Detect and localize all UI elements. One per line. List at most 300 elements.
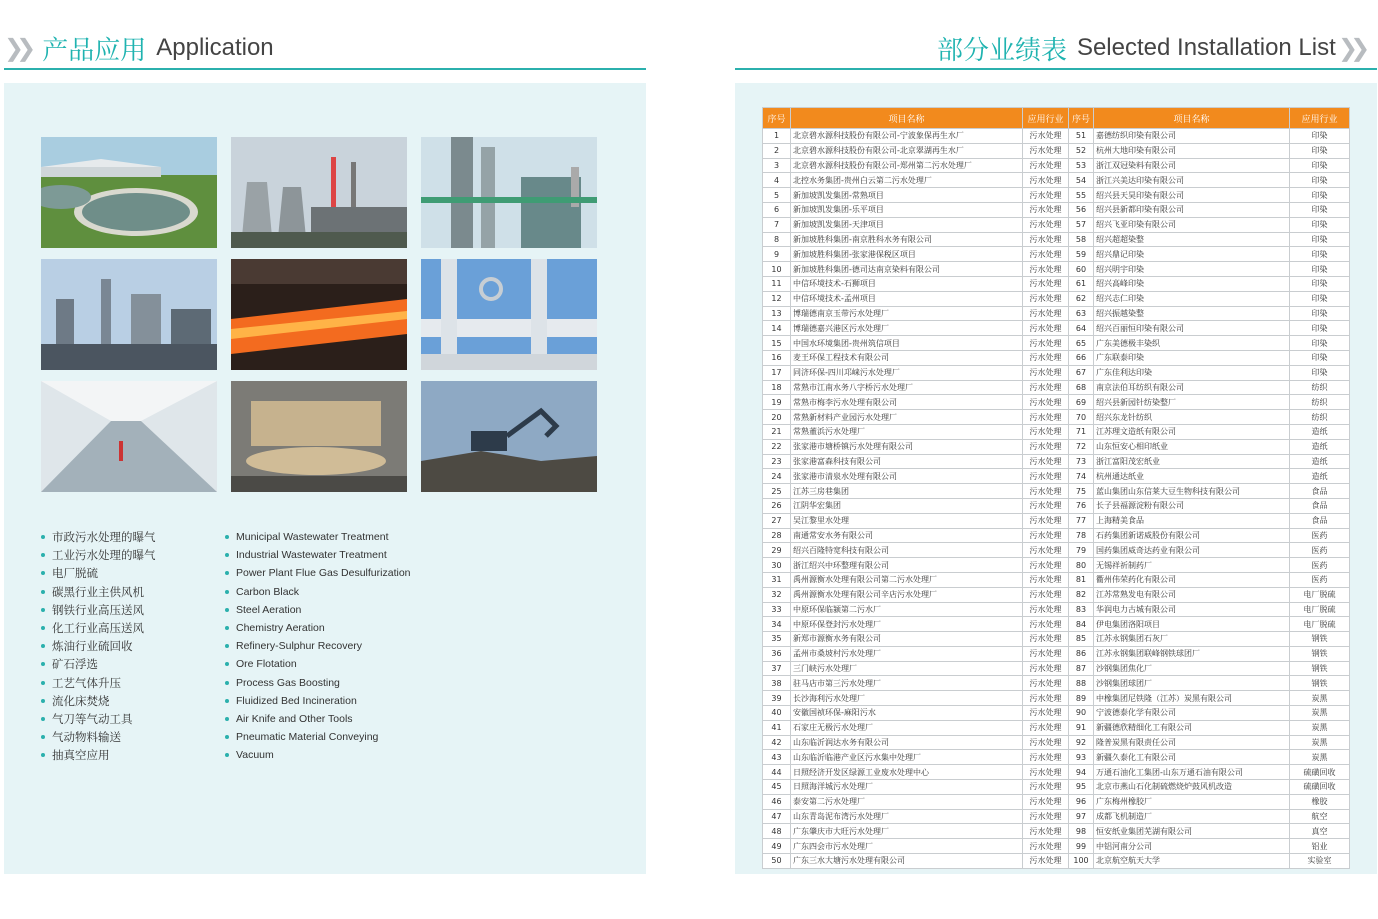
table-cell: 炭黑 (1290, 720, 1350, 735)
table-cell: 57 (1069, 217, 1094, 232)
table-cell: 石药集团新诺威股份有限公司 (1094, 528, 1290, 543)
table-cell: 污水处理 (1023, 217, 1069, 232)
table-cell: 印染 (1290, 350, 1350, 365)
table-row (763, 484, 1350, 499)
table-cell: 印染 (1290, 173, 1350, 188)
table-row (763, 602, 1350, 617)
table-cell: 沙钢集团球团厂 (1094, 676, 1290, 691)
table-cell: 南通常安水务有限公司 (791, 528, 1023, 543)
table-cell: 24 (763, 469, 791, 484)
table-cell: 纺织 (1290, 380, 1350, 395)
table-cell: 广东佳利达印染 (1094, 365, 1290, 380)
table-cell: 钢铁 (1290, 646, 1350, 661)
table-row (763, 720, 1350, 735)
table-cell: 医药 (1290, 528, 1350, 543)
table-cell: 污水处理 (1023, 498, 1069, 513)
table-cell: 33 (763, 602, 791, 617)
table-cell: 绍兴县新都印染有限公司 (1094, 202, 1290, 217)
table-cell: 江苏常熟发电有限公司 (1094, 587, 1290, 602)
right-divider (735, 68, 1377, 70)
table-cell: 印染 (1290, 129, 1350, 144)
table-cell: 38 (763, 676, 791, 691)
table-cell: 98 (1069, 824, 1094, 839)
table-cell: 广东三水大塘污水处理有限公司 (791, 854, 1023, 869)
table-cell: 上海精美食品 (1094, 513, 1290, 528)
table-row (763, 809, 1350, 824)
table-cell: 1 (763, 129, 791, 144)
table-cell: 污水处理 (1023, 380, 1069, 395)
right-header (937, 28, 1370, 68)
table-cell: 污水处理 (1023, 232, 1069, 247)
table-cell: 绍兴志仁印染 (1094, 291, 1290, 306)
table-cell: 驻马店市第三污水处理厂 (791, 676, 1023, 691)
table-cell: 55 (1069, 188, 1094, 203)
list-item: 钢铁行业高压送风 (41, 601, 156, 619)
table-cell: 医药 (1290, 558, 1350, 573)
table-row (763, 262, 1350, 277)
table-cell: 食品 (1290, 484, 1350, 499)
installation-title-en: Selected Installation List (1076, 34, 1336, 61)
table-cell: 实验室 (1290, 854, 1350, 869)
table-cell: 食品 (1290, 498, 1350, 513)
table-body (763, 129, 1350, 869)
table-cell: 隆普炭黑有限责任公司 (1094, 735, 1290, 750)
table-cell: 21 (763, 424, 791, 439)
list-item: Industrial Wastewater Treatment (225, 546, 411, 564)
table-row (763, 424, 1350, 439)
table-row (763, 498, 1350, 513)
list-item: Air Knife and Other Tools (225, 710, 411, 728)
wastewater-plant-photo (41, 137, 217, 248)
table-cell: 12 (763, 291, 791, 306)
table-cell: 污水处理 (1023, 321, 1069, 336)
table-cell: 绍兴明宇印染 (1094, 262, 1290, 277)
list-item: Carbon Black (225, 583, 411, 601)
table-cell: 江阴华宏集团 (791, 498, 1023, 513)
table-cell: 污水处理 (1023, 750, 1069, 765)
table-cell: 100 (1069, 854, 1094, 869)
table-cell: 广东四会市污水处理厂 (791, 839, 1023, 854)
table-cell: 99 (1069, 839, 1094, 854)
table-cell: 南京法伯耳纺织有限公司 (1094, 380, 1290, 395)
table-row (763, 676, 1350, 691)
table-row (763, 735, 1350, 750)
table-cell: 90 (1069, 706, 1094, 721)
table-cell: 污水处理 (1023, 735, 1069, 750)
left-header (4, 28, 274, 68)
table-cell: 造纸 (1290, 424, 1350, 439)
table-cell: 污水处理 (1023, 691, 1069, 706)
table-cell: 印染 (1290, 247, 1350, 262)
table-cell: 钢铁 (1290, 676, 1350, 691)
table-cell: 浙江双冠染料有限公司 (1094, 158, 1290, 173)
table-cell: 污水处理 (1023, 365, 1069, 380)
table-cell: 炭黑 (1290, 691, 1350, 706)
table-cell: 绍兴振越染整 (1094, 306, 1290, 321)
table-cell: 印染 (1290, 202, 1350, 217)
table-cell: 污水处理 (1023, 410, 1069, 425)
table-cell: 华润电力古城有限公司 (1094, 602, 1290, 617)
table-cell: 22 (763, 439, 791, 454)
table-cell: 污水处理 (1023, 794, 1069, 809)
table-cell: 34 (763, 617, 791, 632)
table-cell: 中信环境技术-石狮项目 (791, 276, 1023, 291)
table-cell: 博瑞德嘉兴港区污水处理厂 (791, 321, 1023, 336)
table-cell: 污水处理 (1023, 558, 1069, 573)
table-cell: 4 (763, 173, 791, 188)
table-cell: 泰安第二污水处理厂 (791, 794, 1023, 809)
table-cell: 安徽国祯环保-麻阳污水 (791, 706, 1023, 721)
double-chevron-icon: ❯❯ (4, 34, 29, 62)
chemical-pipes-photo (421, 259, 597, 370)
table-cell: 75 (1069, 484, 1094, 499)
table-cell: 中国水环境集团-贵州筑信项目 (791, 336, 1023, 351)
table-row (763, 794, 1350, 809)
table-cell: 印染 (1290, 188, 1350, 203)
table-cell: 污水处理 (1023, 306, 1069, 321)
table-cell: 30 (763, 558, 791, 573)
table-cell: 江苏永钢集团联峰钢铁球团厂 (1094, 646, 1290, 661)
table-row (763, 854, 1350, 869)
table-cell: 新加坡胜科集团-南京胜科水务有限公司 (791, 232, 1023, 247)
table-cell: 53 (1069, 158, 1094, 173)
table-cell: 造纸 (1290, 454, 1350, 469)
table-cell: 绍兴超超染整 (1094, 232, 1290, 247)
table-cell: 硫磺回收 (1290, 765, 1350, 780)
table-cell: 8 (763, 232, 791, 247)
list-item: 流化床焚烧 (41, 692, 156, 710)
table-cell: 浙江绍兴中环整理有限公司 (791, 558, 1023, 573)
list-item: Pneumatic Material Conveying (225, 728, 411, 746)
table-row (763, 350, 1350, 365)
table-cell: 北京航空航天大学 (1094, 854, 1290, 869)
list-item: 电厂脱硫 (41, 564, 156, 582)
table-row (763, 469, 1350, 484)
steel-rolling-photo (231, 259, 407, 370)
table-cell: 27 (763, 513, 791, 528)
textile-factory-photo (41, 381, 217, 492)
table-cell: 印染 (1290, 276, 1350, 291)
table-cell: 污水处理 (1023, 247, 1069, 262)
table-cell: 39 (763, 691, 791, 706)
list-item: Fluidized Bed Incineration (225, 692, 411, 710)
table-cell: 炭黑 (1290, 750, 1350, 765)
table-row (763, 513, 1350, 528)
list-item: 工艺气体升压 (41, 674, 156, 692)
table-cell: 15 (763, 336, 791, 351)
table-cell: 42 (763, 735, 791, 750)
table-cell: 印染 (1290, 143, 1350, 158)
list-item: 气动物料输送 (41, 728, 156, 746)
table-cell: 5 (763, 188, 791, 203)
table-cell: 83 (1069, 602, 1094, 617)
table-cell: 绍兴飞亚印染有限公司 (1094, 217, 1290, 232)
table-cell: 79 (1069, 543, 1094, 558)
table-cell: 真空 (1290, 824, 1350, 839)
table-cell: 7 (763, 217, 791, 232)
table-cell: 钢铁 (1290, 661, 1350, 676)
table-cell: 印染 (1290, 217, 1350, 232)
table-cell: 航空 (1290, 809, 1350, 824)
table-cell: 73 (1069, 454, 1094, 469)
paper-machine-photo (231, 381, 407, 492)
table-cell: 江苏理文造纸有限公司 (1094, 424, 1290, 439)
table-cell: 污水处理 (1023, 809, 1069, 824)
header-cell: 序号 (1069, 108, 1094, 129)
table-row (763, 661, 1350, 676)
industrial-pipes-photo (421, 137, 597, 248)
table-cell: 污水处理 (1023, 262, 1069, 277)
table-cell: 中原环保登封污水处理厂 (791, 617, 1023, 632)
table-cell: 76 (1069, 498, 1094, 513)
table-cell: 污水处理 (1023, 202, 1069, 217)
table-row (763, 158, 1350, 173)
table-cell: 污水处理 (1023, 188, 1069, 203)
application-list-zh (41, 528, 156, 764)
list-item: Refinery-Sulphur Recovery (225, 637, 411, 655)
table-cell: 污水处理 (1023, 350, 1069, 365)
table-cell: 69 (1069, 395, 1094, 410)
table-cell: 污水处理 (1023, 720, 1069, 735)
table-cell: 污水处理 (1023, 854, 1069, 869)
table-cell: 66 (1069, 350, 1094, 365)
table-cell: 污水处理 (1023, 439, 1069, 454)
table-cell: 新加坡胜科集团-德司达南京染料有限公司 (791, 262, 1023, 277)
table-cell: 41 (763, 720, 791, 735)
table-cell: 16 (763, 350, 791, 365)
table-cell: 9 (763, 247, 791, 262)
table-cell: 31 (763, 572, 791, 587)
table-cell: 18 (763, 380, 791, 395)
table-cell: 70 (1069, 410, 1094, 425)
table-cell: 中铝河南分公司 (1094, 839, 1290, 854)
list-item: Municipal Wastewater Treatment (225, 528, 411, 546)
table-cell: 张家港市塘桥镇污水处理有限公司 (791, 439, 1023, 454)
table-row (763, 365, 1350, 380)
table-cell: 常熟市梅李污水处理有限公司 (791, 395, 1023, 410)
table-cell: 常熟市江南水务八字桥污水处理厂 (791, 380, 1023, 395)
table-cell: 造纸 (1290, 439, 1350, 454)
table-row (763, 824, 1350, 839)
table-cell: 印染 (1290, 232, 1350, 247)
table-cell: 印染 (1290, 158, 1350, 173)
table-row (763, 632, 1350, 647)
table-cell: 19 (763, 395, 791, 410)
table-cell: 长沙海利污水处理厂 (791, 691, 1023, 706)
table-cell: 医药 (1290, 543, 1350, 558)
table-row (763, 572, 1350, 587)
table-cell: 成都飞机制造厂 (1094, 809, 1290, 824)
header-cell: 项目名称 (1094, 108, 1290, 129)
list-item: 碳黑行业主供风机 (41, 583, 156, 601)
list-item: Process Gas Boosting (225, 674, 411, 692)
table-header-row (763, 108, 1350, 129)
table-cell: 污水处理 (1023, 572, 1069, 587)
table-cell: 国药集团威奇达药业有限公司 (1094, 543, 1290, 558)
table-cell: 新疆德欣精细化工有限公司 (1094, 720, 1290, 735)
table-cell: 36 (763, 646, 791, 661)
table-cell: 污水处理 (1023, 602, 1069, 617)
table-cell: 47 (763, 809, 791, 824)
table-cell: 54 (1069, 173, 1094, 188)
table-cell: 28 (763, 528, 791, 543)
table-cell: 污水处理 (1023, 513, 1069, 528)
table-cell: 孟州市桑坡村污水处理厂 (791, 646, 1023, 661)
table-cell: 污水处理 (1023, 780, 1069, 795)
table-cell: 印染 (1290, 291, 1350, 306)
table-cell: 污水处理 (1023, 143, 1069, 158)
table-row (763, 528, 1350, 543)
list-item: Vacuum (225, 746, 411, 764)
table-cell: 污水处理 (1023, 587, 1069, 602)
table-row (763, 617, 1350, 632)
header-cell: 应用行业 (1290, 108, 1350, 129)
table-cell: 造纸 (1290, 469, 1350, 484)
refinery-photo (41, 259, 217, 370)
table-cell: 医药 (1290, 572, 1350, 587)
table-cell: 广东美德极丰染织 (1094, 336, 1290, 351)
table-cell: 94 (1069, 765, 1094, 780)
table-cell: 绍兴县新园针纺染整厂 (1094, 395, 1290, 410)
table-cell: 污水处理 (1023, 469, 1069, 484)
table-cell: 65 (1069, 336, 1094, 351)
table-cell: 51 (1069, 129, 1094, 144)
table-row (763, 276, 1350, 291)
table-cell: 新加坡凯发集团-乐平项目 (791, 202, 1023, 217)
table-cell: 43 (763, 750, 791, 765)
table-cell: 63 (1069, 306, 1094, 321)
table-cell: 印染 (1290, 321, 1350, 336)
table-cell: 13 (763, 306, 791, 321)
table-cell: 新疆久泰化工有限公司 (1094, 750, 1290, 765)
table-cell: 污水处理 (1023, 765, 1069, 780)
table-row (763, 129, 1350, 144)
table-cell: 中原环保临颍第二污水厂 (791, 602, 1023, 617)
table-cell: 11 (763, 276, 791, 291)
table-cell: 山东临沂润达水务有限公司 (791, 735, 1023, 750)
table-cell: 北京碧水源科技股份有限公司-宁波象保再生水厂 (791, 129, 1023, 144)
table-row (763, 380, 1350, 395)
table-cell: 52 (1069, 143, 1094, 158)
table-row (763, 750, 1350, 765)
table-cell: 新加坡胜科集团-张家港保税区项目 (791, 247, 1023, 262)
table-cell: 污水处理 (1023, 706, 1069, 721)
table-row (763, 706, 1350, 721)
table-cell: 橡胶 (1290, 794, 1350, 809)
table-cell: 绍兴鼎记印染 (1094, 247, 1290, 262)
table-cell: 68 (1069, 380, 1094, 395)
table-cell: 电厂脱硫 (1290, 617, 1350, 632)
table-cell: 铝业 (1290, 839, 1350, 854)
table-row (763, 306, 1350, 321)
table-cell: 伊电集团洛阳项目 (1094, 617, 1290, 632)
table-cell: 40 (763, 706, 791, 721)
table-cell: 71 (1069, 424, 1094, 439)
table-cell: 绍兴东龙针纺织 (1094, 410, 1290, 425)
table-cell: 污水处理 (1023, 336, 1069, 351)
installation-table (762, 107, 1350, 869)
table-cell: 3 (763, 158, 791, 173)
table-row (763, 321, 1350, 336)
table-cell: 74 (1069, 469, 1094, 484)
table-cell: 浙江富阳茂宏纸业 (1094, 454, 1290, 469)
table-cell: 89 (1069, 691, 1094, 706)
table-cell: 46 (763, 794, 791, 809)
table-cell: 污水处理 (1023, 158, 1069, 173)
table-cell: 87 (1069, 661, 1094, 676)
table-row (763, 202, 1350, 217)
table-cell: 炭黑 (1290, 735, 1350, 750)
table-cell: 山东青岛泥布湾污水处理厂 (791, 809, 1023, 824)
table-cell: 江苏三房巷集团 (791, 484, 1023, 499)
table-cell: 81 (1069, 572, 1094, 587)
table-cell: 32 (763, 587, 791, 602)
table-cell: 59 (1069, 247, 1094, 262)
table-cell: 广东联泰印染 (1094, 350, 1290, 365)
power-plant-photo (231, 137, 407, 248)
table-cell: 印染 (1290, 365, 1350, 380)
table-cell: 93 (1069, 750, 1094, 765)
header-cell: 序号 (763, 108, 791, 129)
table-cell: 污水处理 (1023, 454, 1069, 469)
table-cell: 10 (763, 262, 791, 277)
table-row (763, 587, 1350, 602)
list-item: Ore Flotation (225, 655, 411, 673)
table-cell: 印染 (1290, 306, 1350, 321)
table-cell: 禹州源衡水处理有限公司第二污水处理厂 (791, 572, 1023, 587)
header-cell: 项目名称 (791, 108, 1023, 129)
table-row (763, 291, 1350, 306)
table-cell: 纺织 (1290, 395, 1350, 410)
table-row (763, 217, 1350, 232)
table-row (763, 188, 1350, 203)
table-cell: 85 (1069, 632, 1094, 647)
table-row (763, 543, 1350, 558)
list-item: 市政污水处理的曝气 (41, 528, 156, 546)
table-cell: 炭黑 (1290, 706, 1350, 721)
table-cell: 58 (1069, 232, 1094, 247)
table-cell: 污水处理 (1023, 395, 1069, 410)
table-cell: 61 (1069, 276, 1094, 291)
table-cell: 北控水务集团-贵州白云第二污水处理厂 (791, 173, 1023, 188)
table-row (763, 558, 1350, 573)
table-cell: 50 (763, 854, 791, 869)
table-cell: 北京市燕山石化制硫燃烧炉鼓风机改造 (1094, 780, 1290, 795)
table-cell: 20 (763, 410, 791, 425)
table-cell: 蓝山集团山东信莱大豆生物科技有限公司 (1094, 484, 1290, 499)
table-cell: 78 (1069, 528, 1094, 543)
table-cell: 污水处理 (1023, 528, 1069, 543)
table-cell: 宁波德泰化学有限公司 (1094, 706, 1290, 721)
table-cell: 绍兴百丽恒印染有限公司 (1094, 321, 1290, 336)
table-cell: 嘉德纺织印染有限公司 (1094, 129, 1290, 144)
table-cell: 23 (763, 454, 791, 469)
table-cell: 91 (1069, 720, 1094, 735)
table-cell: 29 (763, 543, 791, 558)
table-cell: 污水处理 (1023, 424, 1069, 439)
table-row (763, 395, 1350, 410)
table-cell: 长子县福源淀粉有限公司 (1094, 498, 1290, 513)
table-row (763, 765, 1350, 780)
table-row (763, 780, 1350, 795)
list-item: Power Plant Flue Gas Desulfurization (225, 564, 411, 582)
table-cell: 食品 (1290, 513, 1350, 528)
table-cell: 污水处理 (1023, 129, 1069, 144)
table-row (763, 839, 1350, 854)
table-cell: 恒安纸业集团芜湖有限公司 (1094, 824, 1290, 839)
table-cell: 绍兴县天昊印染有限公司 (1094, 188, 1290, 203)
table-cell: 常熟新材料产业园污水处理厂 (791, 410, 1023, 425)
